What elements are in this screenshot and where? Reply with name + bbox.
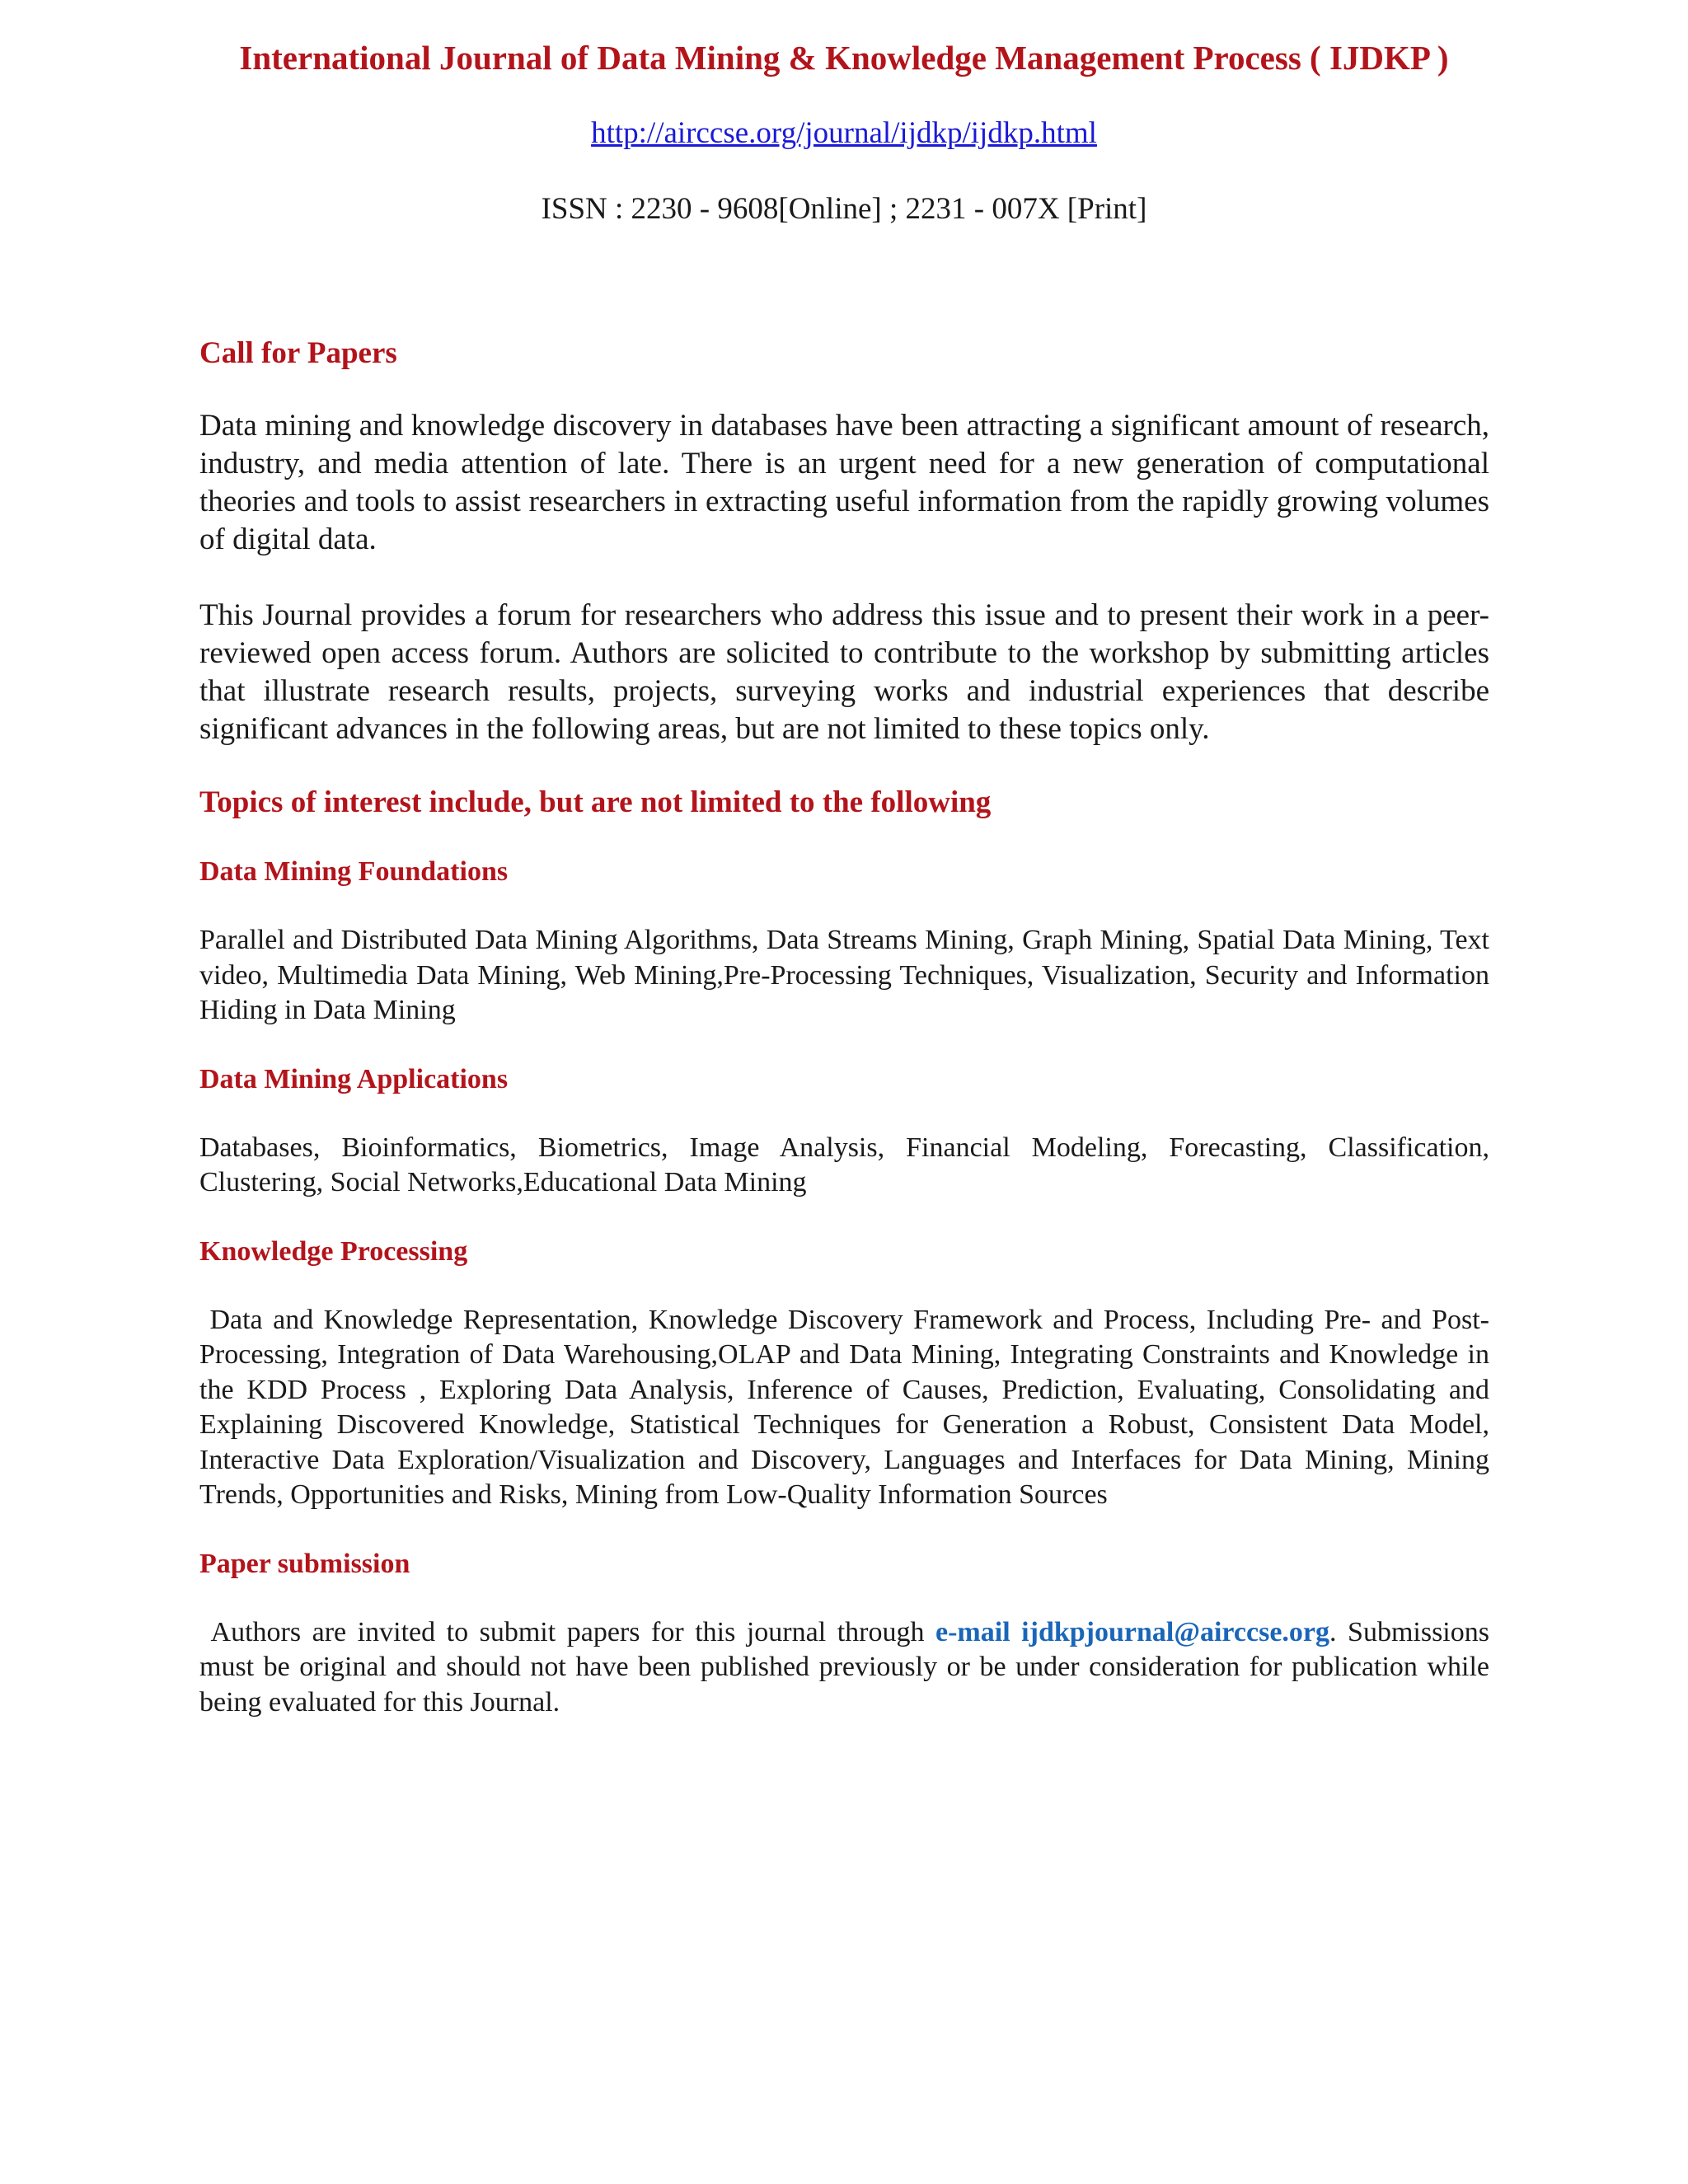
call-for-papers-heading: Call for Papers [199, 336, 397, 370]
journal-url-link[interactable]: http://airccse.org/journal/ijdkp/ijdkp.html [591, 116, 1097, 150]
section-body-knowledge-processing: Data and Knowledge Representation, Knowledge Discovery Framework and Process, Including Pre- and Post-Processing, Integration of Data Warehousing,OLAP and Data Mining, Integrating Constraints and Knowledge in the KDD Process , Exploring Data Analysis, Inference of Causes, Prediction, Evaluating, Consolidating and Explaining Discovered Knowledge, Statistical Techniques for Generation a Robust, Consistent Data Model, Interactive Data Exploration/Visualization and Discovery, Languages and Interfaces for Data Mining, Mining Trends, Opportunities and Risks, Mining from Low-Quality Information Sources [199, 1304, 1497, 1510]
intro-paragraph-1: Data mining and knowledge discovery in databases have been attracting a significant amount of research, industry, and media attention of late. There is an urgent need for a new generation of computational theories and tools to assist researchers in extracting useful information from the rapidly growing volumes of digital data. [199, 409, 1489, 556]
topics-heading: Topics of interest include, but are not limited to the following [199, 785, 992, 819]
section-heading-applications: Data Mining Applications [199, 1063, 509, 1094]
journal-title: International Journal of Data Mining & Knowledge Management Process ( IJDKP ) [239, 39, 1449, 77]
issn-line: ISSN : 2230 - 9608[Online] ; 2231 - 007X [Print] [541, 192, 1147, 226]
submission-text-before: Authors are invited to submit papers for this journal through [199, 1616, 936, 1647]
section-body-applications: Databases, Bioinformatics, Biometrics, Image Analysis, Financial Modeling, Forecasting, Classification, Clustering, Social Networks,Educational Data Mining [199, 1132, 1489, 1197]
intro-paragraph-2: This Journal provides a forum for researchers who address this issue and to present their work in a peer-reviewed open access forum. Authors are solicited to contribute to the workshop by submitting articles that illustrate research results, projects, surveying works and industrial experiences that describe significant advances in the following areas, but are not limited to these topics only. [199, 598, 1489, 746]
paper-submission-paragraph [199, 1615, 1497, 1721]
journal-url-line [0, 114, 1688, 153]
submission-email-link[interactable]: e-mail ijdkpjournal@airccse.org [935, 1616, 1329, 1647]
section-body-foundations: Parallel and Distributed Data Mining Algorithms, Data Streams Mining, Graph Mining, Spatial Data Mining, Text video, Multimedia Data Mining, Web Mining,Pre-Processing Techniques, Visualization, Security and Information Hiding in Data Mining [199, 925, 1489, 1025]
paper-submission-heading: Paper submission [199, 1548, 410, 1579]
document-body [199, 330, 1497, 1720]
section-heading-knowledge-processing: Knowledge Processing [199, 1235, 468, 1267]
submission-text-after: . Submissions must be original and should not have been published previously or be under consideration for publication while being evaluated for this Journal. [199, 1616, 1497, 1718]
section-heading-foundations: Data Mining Foundations [199, 856, 509, 887]
